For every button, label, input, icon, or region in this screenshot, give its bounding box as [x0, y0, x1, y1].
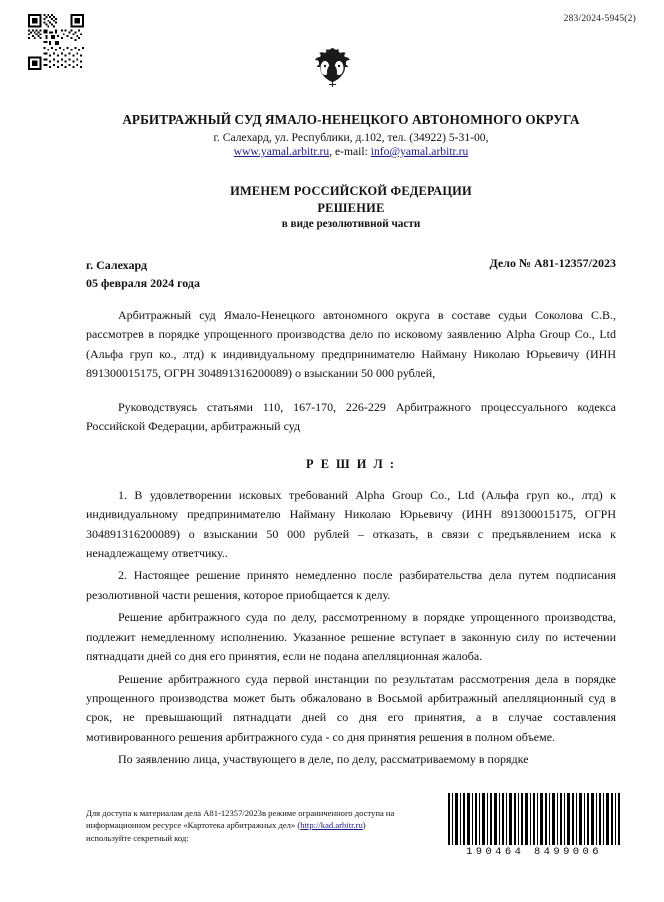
resolution-item-1: 1. В удовлетворении исковых требований Alpha Group Co., Ltd (Альфа груп ко., лтд) к индивидуальному предпринимателю Найману Николаю Юрьевичу (ИНН 891300015175, ОГРН 304891316200089) о взыскании 50 000 рублей – отказать, в связи с предъявлением иска к ненадлежащему ответчику..	[86, 487, 616, 560]
title-decision: РЕШЕНИЕ	[317, 201, 385, 215]
court-email-link[interactable]: info@yamal.arbitr.ru	[370, 145, 469, 158]
city: г. Салехард	[86, 258, 148, 272]
document-number: 283/2024-5945(2)	[563, 14, 636, 24]
title-in-the-name-of-rf: ИМЕНЕМ РОССИЙСКОЙ ФЕДЕРАЦИИ	[230, 184, 472, 198]
meta-row	[86, 256, 616, 292]
resolution-para-5: По заявлению лица, участвующего в деле, по делу, рассматриваемому в порядке	[118, 752, 529, 767]
russian-coat-of-arms-icon	[0, 42, 664, 101]
court-email-label: , e-mail:	[329, 145, 371, 158]
footer-line-3: используйте секретный код:	[86, 832, 189, 843]
date: 05 февраля 2024 года	[86, 276, 200, 290]
barcode-block	[446, 793, 622, 858]
footer-note	[86, 807, 446, 844]
resolution-para-4: Решение арбитражного суда первой инстанции по результатам рассмотрения дела в порядке упрощенного производства может быть обжаловано в Восьмой арбитражный апелляционный суд в срок, не превышающий пятнадцати дней со дня его принятия, а в случае составления мотивированного решения арбитражного суда - со дня принятия решения в полном объеме.	[86, 671, 616, 744]
footer-line-1: Для доступа к материалам дела А81-12357/2023в режиме ограниченного доступа на	[86, 807, 395, 818]
court-name: АРБИТРАЖНЫЙ СУД ЯМАЛО-НЕНЕЦКОГО АВТОНОМНОГО ОКРУГА	[122, 112, 580, 127]
barcode-digits: 190464 8499006	[466, 846, 602, 858]
barcode-icon	[446, 793, 622, 845]
guided-paragraph: Руководствуясь статьями 110, 167-170, 226-229 Арбитражного процессуального кодекса Российской Федерации, арбитражный суд	[86, 399, 616, 434]
kad-arbitr-link[interactable]: http://kad.arbitr.ru	[300, 820, 363, 831]
footer-line-2	[86, 819, 446, 831]
intro-paragraph: Арбитражный суд Ямало-Ненецкого автономного округа в составе судьи Соколова С.В., рассмотрев в порядке упрощенного производства дело по исковому заявлению Alpha Group Co., Ltd (Альфа груп ко., лтд) к индивидуальному предпринимателю Найману Николаю Юрьевичу (ИНН 891300015175, ОГРН 304891316200089) о взыскании 50 000 рублей,	[86, 308, 616, 381]
court-website-link[interactable]: www.yamal.arbitr.ru	[233, 145, 330, 158]
meta-left	[86, 256, 200, 292]
resolution-heading: Р Е Ш И Л :	[306, 456, 396, 471]
document-body	[86, 112, 616, 770]
title-subtitle: в виде резолютивной части	[281, 218, 421, 230]
title-block	[86, 184, 616, 230]
court-address: г. Салехард, ул. Республики, д.102, тел. (34922) 5-31-00,	[213, 131, 489, 144]
court-contacts	[86, 145, 616, 158]
resolution-item-2: 2. Настоящее решение принято немедленно после разбирательства дела путем подписания резолютивной части решения, которое приобщается к делу.	[86, 568, 616, 602]
footer-line-2-prefix: информационном ресурсе «Картотека арбитражных дел» (	[86, 820, 301, 831]
footer-line-2-suffix: )	[362, 820, 366, 831]
case-number: Дело № А81-12357/2023	[489, 256, 616, 270]
resolution-para-3: Решение арбитражного суда по делу, рассмотренному в порядке упрощенного производства, подлежит немедленному исполнению. Указанное решение вступает в законную силу по истечении пятнадцати дней со дня его принятия, если не подана апелляционная жалоба.	[86, 610, 616, 664]
